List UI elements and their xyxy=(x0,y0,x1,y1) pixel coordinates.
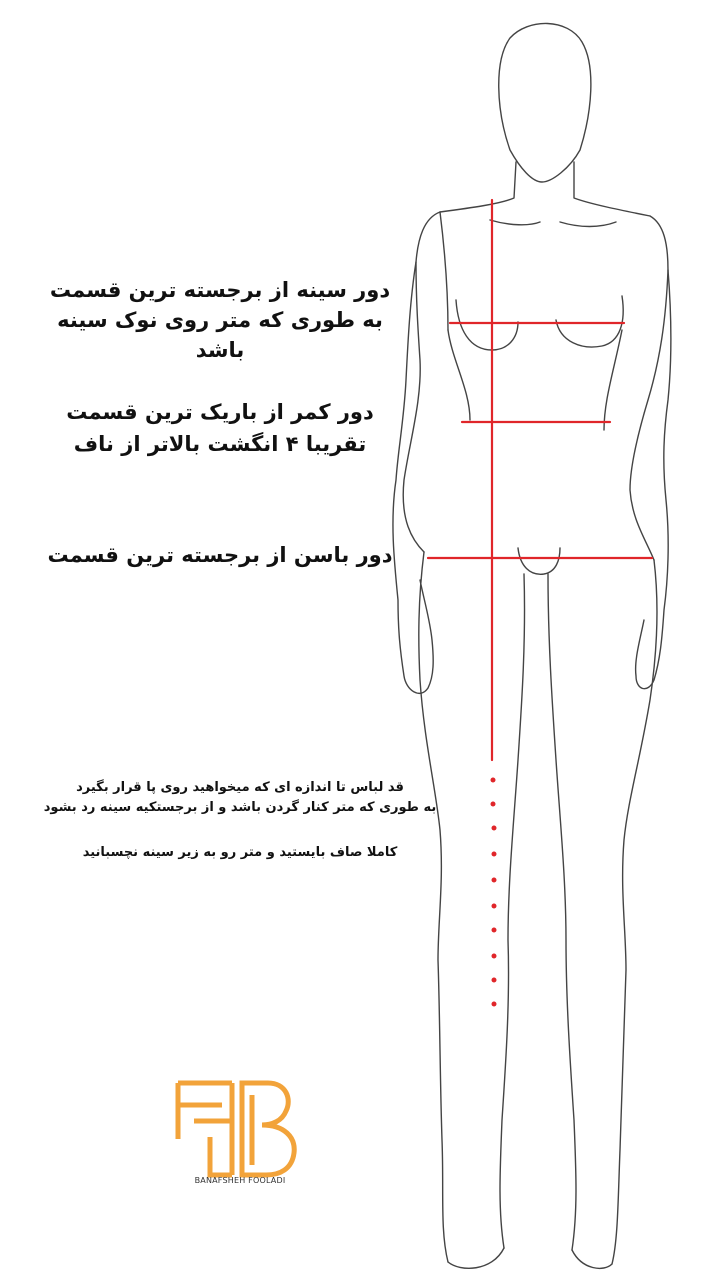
length-instruction-line2: به طوری که متر کنار گردن باشد و از برجستکیه سینه رد بشود xyxy=(43,800,437,815)
waist-instruction-line1: دور کمر از باریک ترین قسمت xyxy=(66,400,374,424)
stand-straight-instruction: کاملا صاف بایستید و متر رو به زیر سینه نچسبانید xyxy=(82,845,398,860)
waist-instruction xyxy=(60,396,380,460)
crotch-outline xyxy=(518,548,560,574)
bust-outline xyxy=(456,300,518,350)
brand-name: BANAFSHEH FOOLADI xyxy=(194,1176,286,1185)
length-instruction xyxy=(10,778,470,818)
length-dotted-continuation xyxy=(491,778,497,1007)
hip-instruction: دور باسن از برجسته ترین قسمت xyxy=(47,543,393,567)
right-arm-outline xyxy=(636,270,671,689)
left-torso-outline xyxy=(403,212,440,552)
waist-instruction-line2: تقریبا ۴ انگشت بالاتر از ناف xyxy=(73,432,367,456)
neck-outline xyxy=(440,162,516,212)
length-instruction-line1: قد لباس تا اندازه ای که میخواهید روی پا قرار بگیرد xyxy=(76,780,404,795)
bust-instruction: دور سینه از برجسته ترین قسمت به طوری که متر روی نوک سینه باشد xyxy=(49,278,391,362)
head-outline xyxy=(499,23,591,182)
right-torso-outline xyxy=(630,216,668,560)
